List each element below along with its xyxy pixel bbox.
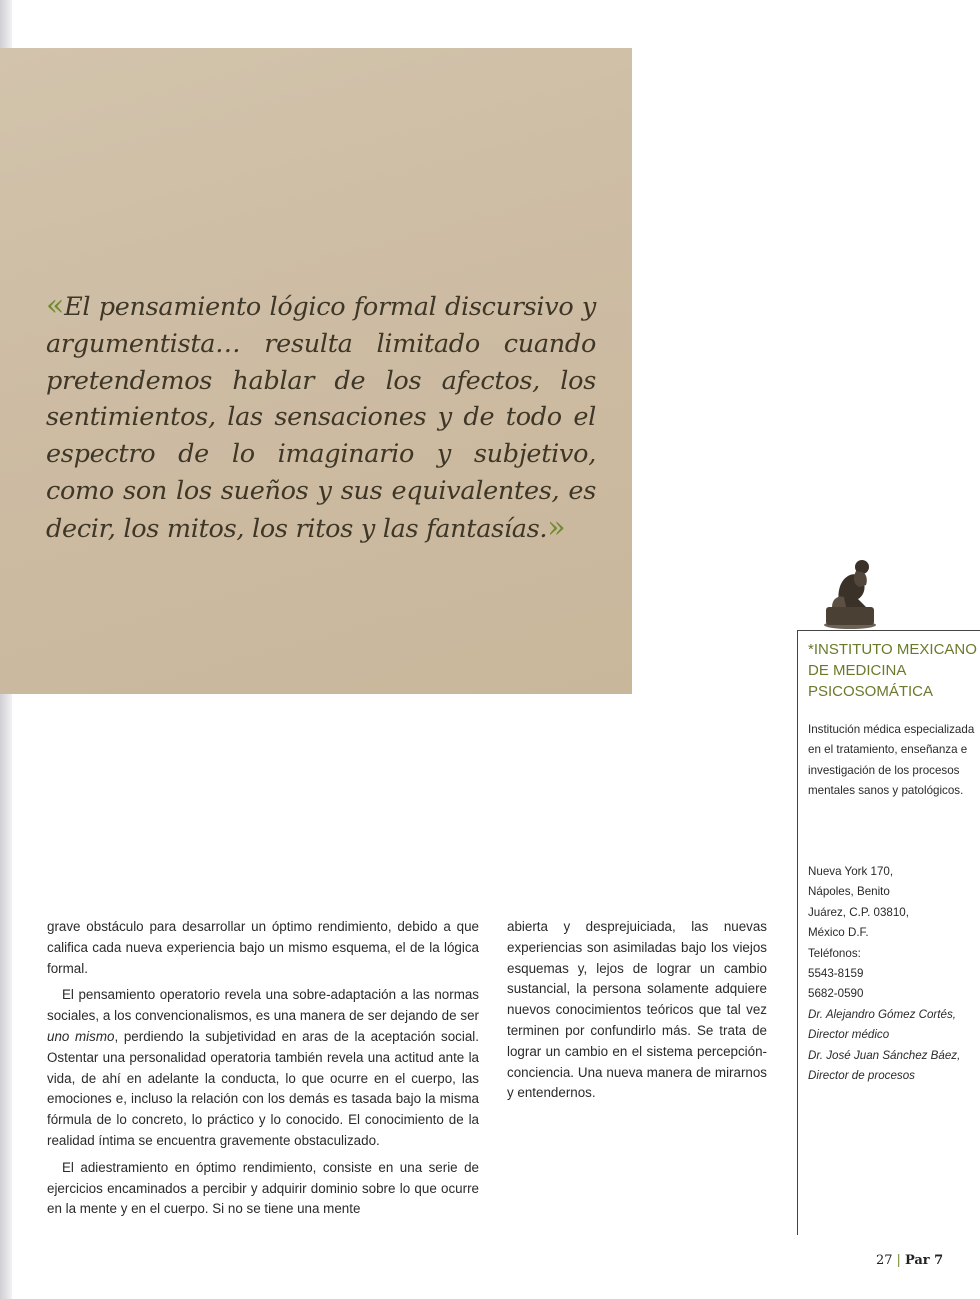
- phone-1: 5543-8159: [808, 967, 864, 981]
- pull-quote-box: [0, 48, 632, 694]
- close-quote-mark: »: [547, 509, 566, 545]
- open-quote-mark: «: [46, 288, 65, 323]
- article-column-2: [507, 917, 767, 1104]
- institute-title: *INSTITUTO MEXICANO DE MEDICINA PSICOSOMÁTICA: [808, 641, 977, 700]
- phone-2: 5682-0590: [808, 987, 864, 1001]
- article-column-1: [47, 917, 479, 1220]
- paragraph-3: El adiestramiento en óptimo rendimiento, consiste en una serie de ejercicios encaminados a percibir y adquirir dominio sobre lo que ocurre en la mente y en el cuerpo. Si no se tiene una mente: [47, 1159, 479, 1217]
- footer-separator: |: [896, 1253, 901, 1268]
- address-line-2: Nápoles, Benito: [808, 885, 890, 899]
- paragraph-2-emphasis: uno mismo: [47, 1028, 115, 1044]
- address-line-3: Juárez, C.P. 03810,: [808, 905, 909, 919]
- paragraph-2-end: , perdiendo la subjetividad en aras de la aceptación social. Ostentar una personalidad operatoria también revela una actitud ante la vida, de ahí en adelante la conducta, lo que ocurre en el cuerpo, las emociones e, incluso la relación con los demás es tasada bajo la misma fórmula de lo concreto, lo práctico y lo conocido. El conocimiento de la realidad íntima se encuentra gravemente obstaculizado.: [47, 1028, 479, 1148]
- institute-description: Institución médica especializada en el tratamiento, enseñanza e investigación de los procesos mentales sanos y patológicos.: [808, 723, 975, 798]
- director-medical: Dr. Alejandro Gómez Cortés, Director médico: [808, 1007, 956, 1042]
- pull-quote-text: El pensamiento lógico formal discursivo y argumentista… resulta limitado cuando pretendemos hablar de los afectos, los sentimientos, las sensaciones y de todo el espectro de lo imaginario y subjetivo, como son los sueños y sus equivalentes, es decir, los mitos, los ritos y las fantasías.: [46, 292, 596, 544]
- address-line-1: Nueva York 170,: [808, 865, 894, 878]
- paragraph-2: [47, 985, 479, 1151]
- address-line-4: México D.F.: [808, 926, 869, 940]
- phones-label: Teléfonos:: [808, 946, 861, 960]
- page-number: 27: [876, 1253, 893, 1268]
- thinker-statue-image: [810, 545, 890, 630]
- director-processes: Dr. José Juan Sánchez Báez, Director de procesos: [808, 1048, 961, 1083]
- paragraph-2-start: El pensamiento operatorio revela una sobre-adaptación a las normas sociales, a los convencionalismos, es una manera de ser dejando de ser: [47, 987, 479, 1024]
- institute-contact: [808, 862, 976, 1086]
- magazine-name: Par 7: [904, 1253, 944, 1268]
- paragraph-1: grave obstáculo para desarrollar un óptimo rendimiento, debido a que califica cada nueva experiencia bajo un mismo esquema, el de la lógica formal.: [47, 919, 479, 976]
- page-footer: [876, 1253, 943, 1268]
- paragraph-4: abierta y desprejuiciada, las nuevas experiencias son asimiladas bajo los viejos esquemas y, lejos de lograr un cambio sustancial, la persona solamente adquiere nuevos conocimientos teóricos que tal vez terminen por confundirlo más. Se trata de lograr un cambio en el sistema percepción-conciencia. Una nueva manera de mirarnos y entendernos.: [507, 919, 767, 1101]
- pull-quote: [46, 288, 596, 548]
